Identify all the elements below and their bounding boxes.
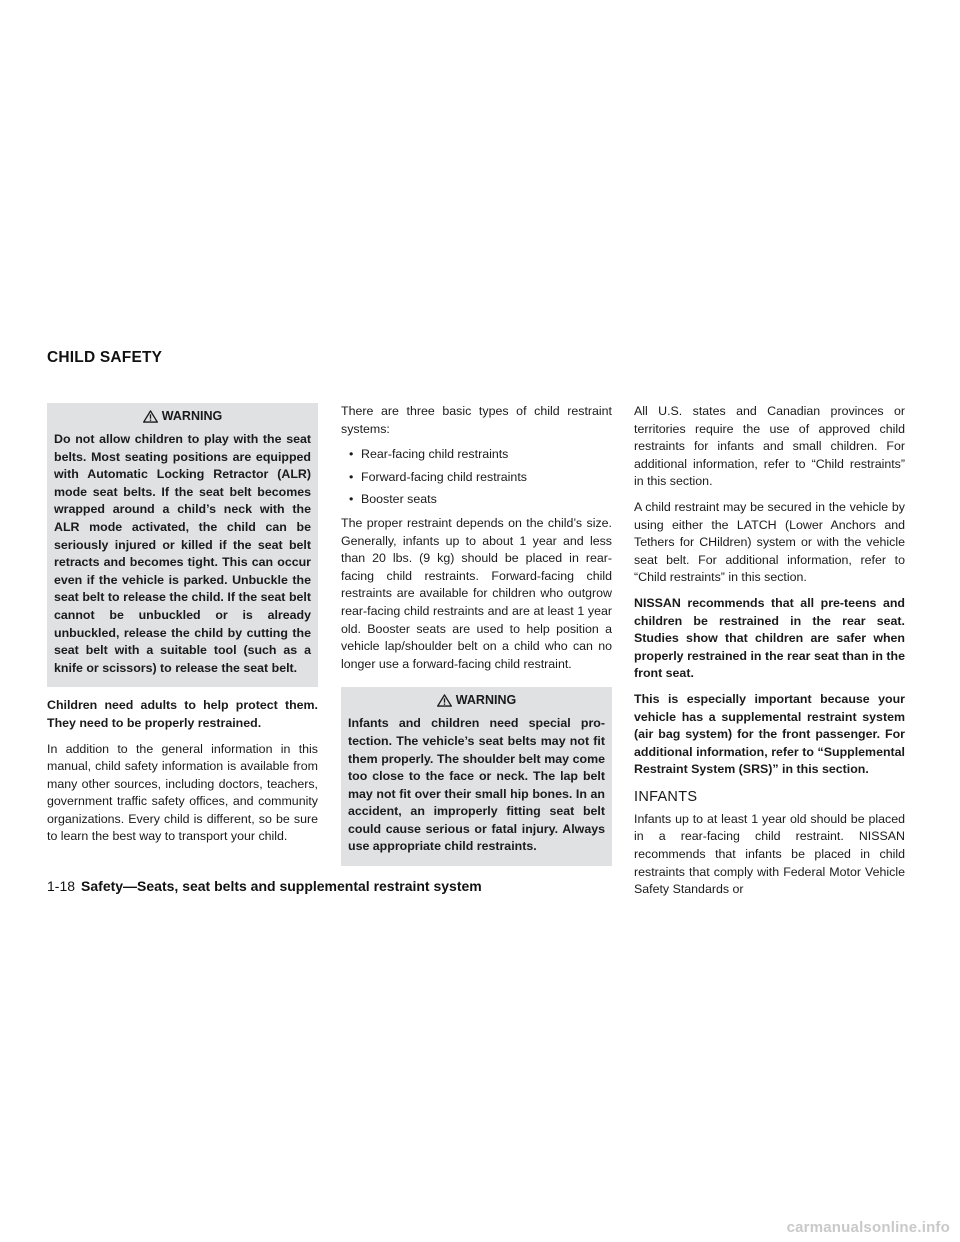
- chapter-title: Safety—Seats, seat belts and supplemental restraint system: [81, 878, 482, 894]
- section-title: CHILD SAFETY: [47, 349, 163, 366]
- bold-paragraph: This is especially important because your vehicle has a supplemental restraint system (air bag system) for the front passenger. For additional information, refer to “Supplemental Restraint System (SRS)” in this section.: [634, 691, 905, 777]
- bold-paragraph: NISSAN recommends that all pre-teens and children be restrained in the rear seat. Studies show that children are safer when properly restrained in the rear seat than in the front seat.: [634, 595, 905, 681]
- warning-label: WARNING: [161, 409, 223, 423]
- paragraph: In addition to the general information in this manual, child safety information is available from many other sources, including doctors, teachers, government traffic safety offices, and community organizations. Every child is different, so be sure to learn the best way to transport your child.: [47, 741, 318, 844]
- paragraph: All U.S. states and Canadian provinces or territories require the use of approved child restraints for infants and small children. For additional information, refer to “Child restraints” in this section.: [634, 404, 905, 489]
- restraint-types-list: [341, 446, 612, 509]
- list-item: • Rear-facing child restraints: [349, 447, 509, 462]
- bold-paragraph: Children need adults to help protect them. They need to be properly restrained.: [47, 698, 318, 730]
- paragraph: Infants up to at least 1 year old should be placed in a rear-facing child restraint. NISSAN recommends that infants be placed in child restraints that comply with Federal Motor Vehicle Safety Standards or: [634, 811, 905, 897]
- watermark: carmanualsonline.info: [786, 1219, 950, 1236]
- page-number: 1-18: [47, 878, 76, 894]
- list-item: • Booster seats: [349, 492, 437, 507]
- column-2: [341, 403, 612, 876]
- paragraph: A child restraint may be secured in the vehicle by using either the LATCH (Lower Anchors and Tethers for CHildren) system or with the vehicle seat belt. For additional information, refer to “Child restraints” in this section.: [634, 499, 905, 585]
- warning-text: Do not allow children to play with the seat belts. Most seating positions are equipped with Automatic Locking Retractor (ALR) mode seat belts. If the seat belt becomes wrapped around a child’s neck with the ALR mode activated, the child can be seriously injured or killed if the seat belt retracts and becomes tight. This can occur even if the vehicle is parked. Unbuckle the seat belt to release the child. If the seat belt cannot be unbuckled or is already unbuckled, release the child by cutting the seat belt with a suitable tool (such as a knife or scissors) to release the seat belt.: [54, 432, 311, 675]
- column-1: [47, 403, 318, 854]
- warning-box: [341, 687, 612, 866]
- list-item: • Forward-facing child restraints: [349, 469, 527, 484]
- intro-paragraph: There are three basic types of child restraint systems:: [341, 404, 612, 436]
- warning-triangle-icon: [437, 694, 452, 707]
- warning-header: [348, 693, 605, 707]
- column-3: [634, 403, 905, 907]
- warning-text: Infants and children need special protection. The vehicle’s seat belts may not fit them properly. The shoulder belt may come too close to the face or neck. The lap belt may not fit over their small hip bones. In an accident, an improperly fitting seat belt could cause serious or fatal injury. Always use appropriate child restraints.: [348, 716, 605, 854]
- warning-box: [47, 403, 318, 687]
- warning-header: [54, 409, 311, 423]
- page-footer: [47, 878, 482, 894]
- subheading-infants: INFANTS: [634, 788, 698, 805]
- warning-triangle-icon: [143, 410, 158, 423]
- warning-label: WARNING: [455, 693, 517, 708]
- paragraph: The proper restraint depends on the child’s size. Generally, infants up to about 1 year and less than 20 lbs. (9 kg) should be placed in rear-facing child restraints. Forward-facing child restraints are available for children who outgrow rear-facing child restraints and are at least 1 year old. Booster seats are used to help position a vehicle lap/shoulder belt on a child who can no longer use a forward-facing child restraint.: [341, 515, 612, 671]
